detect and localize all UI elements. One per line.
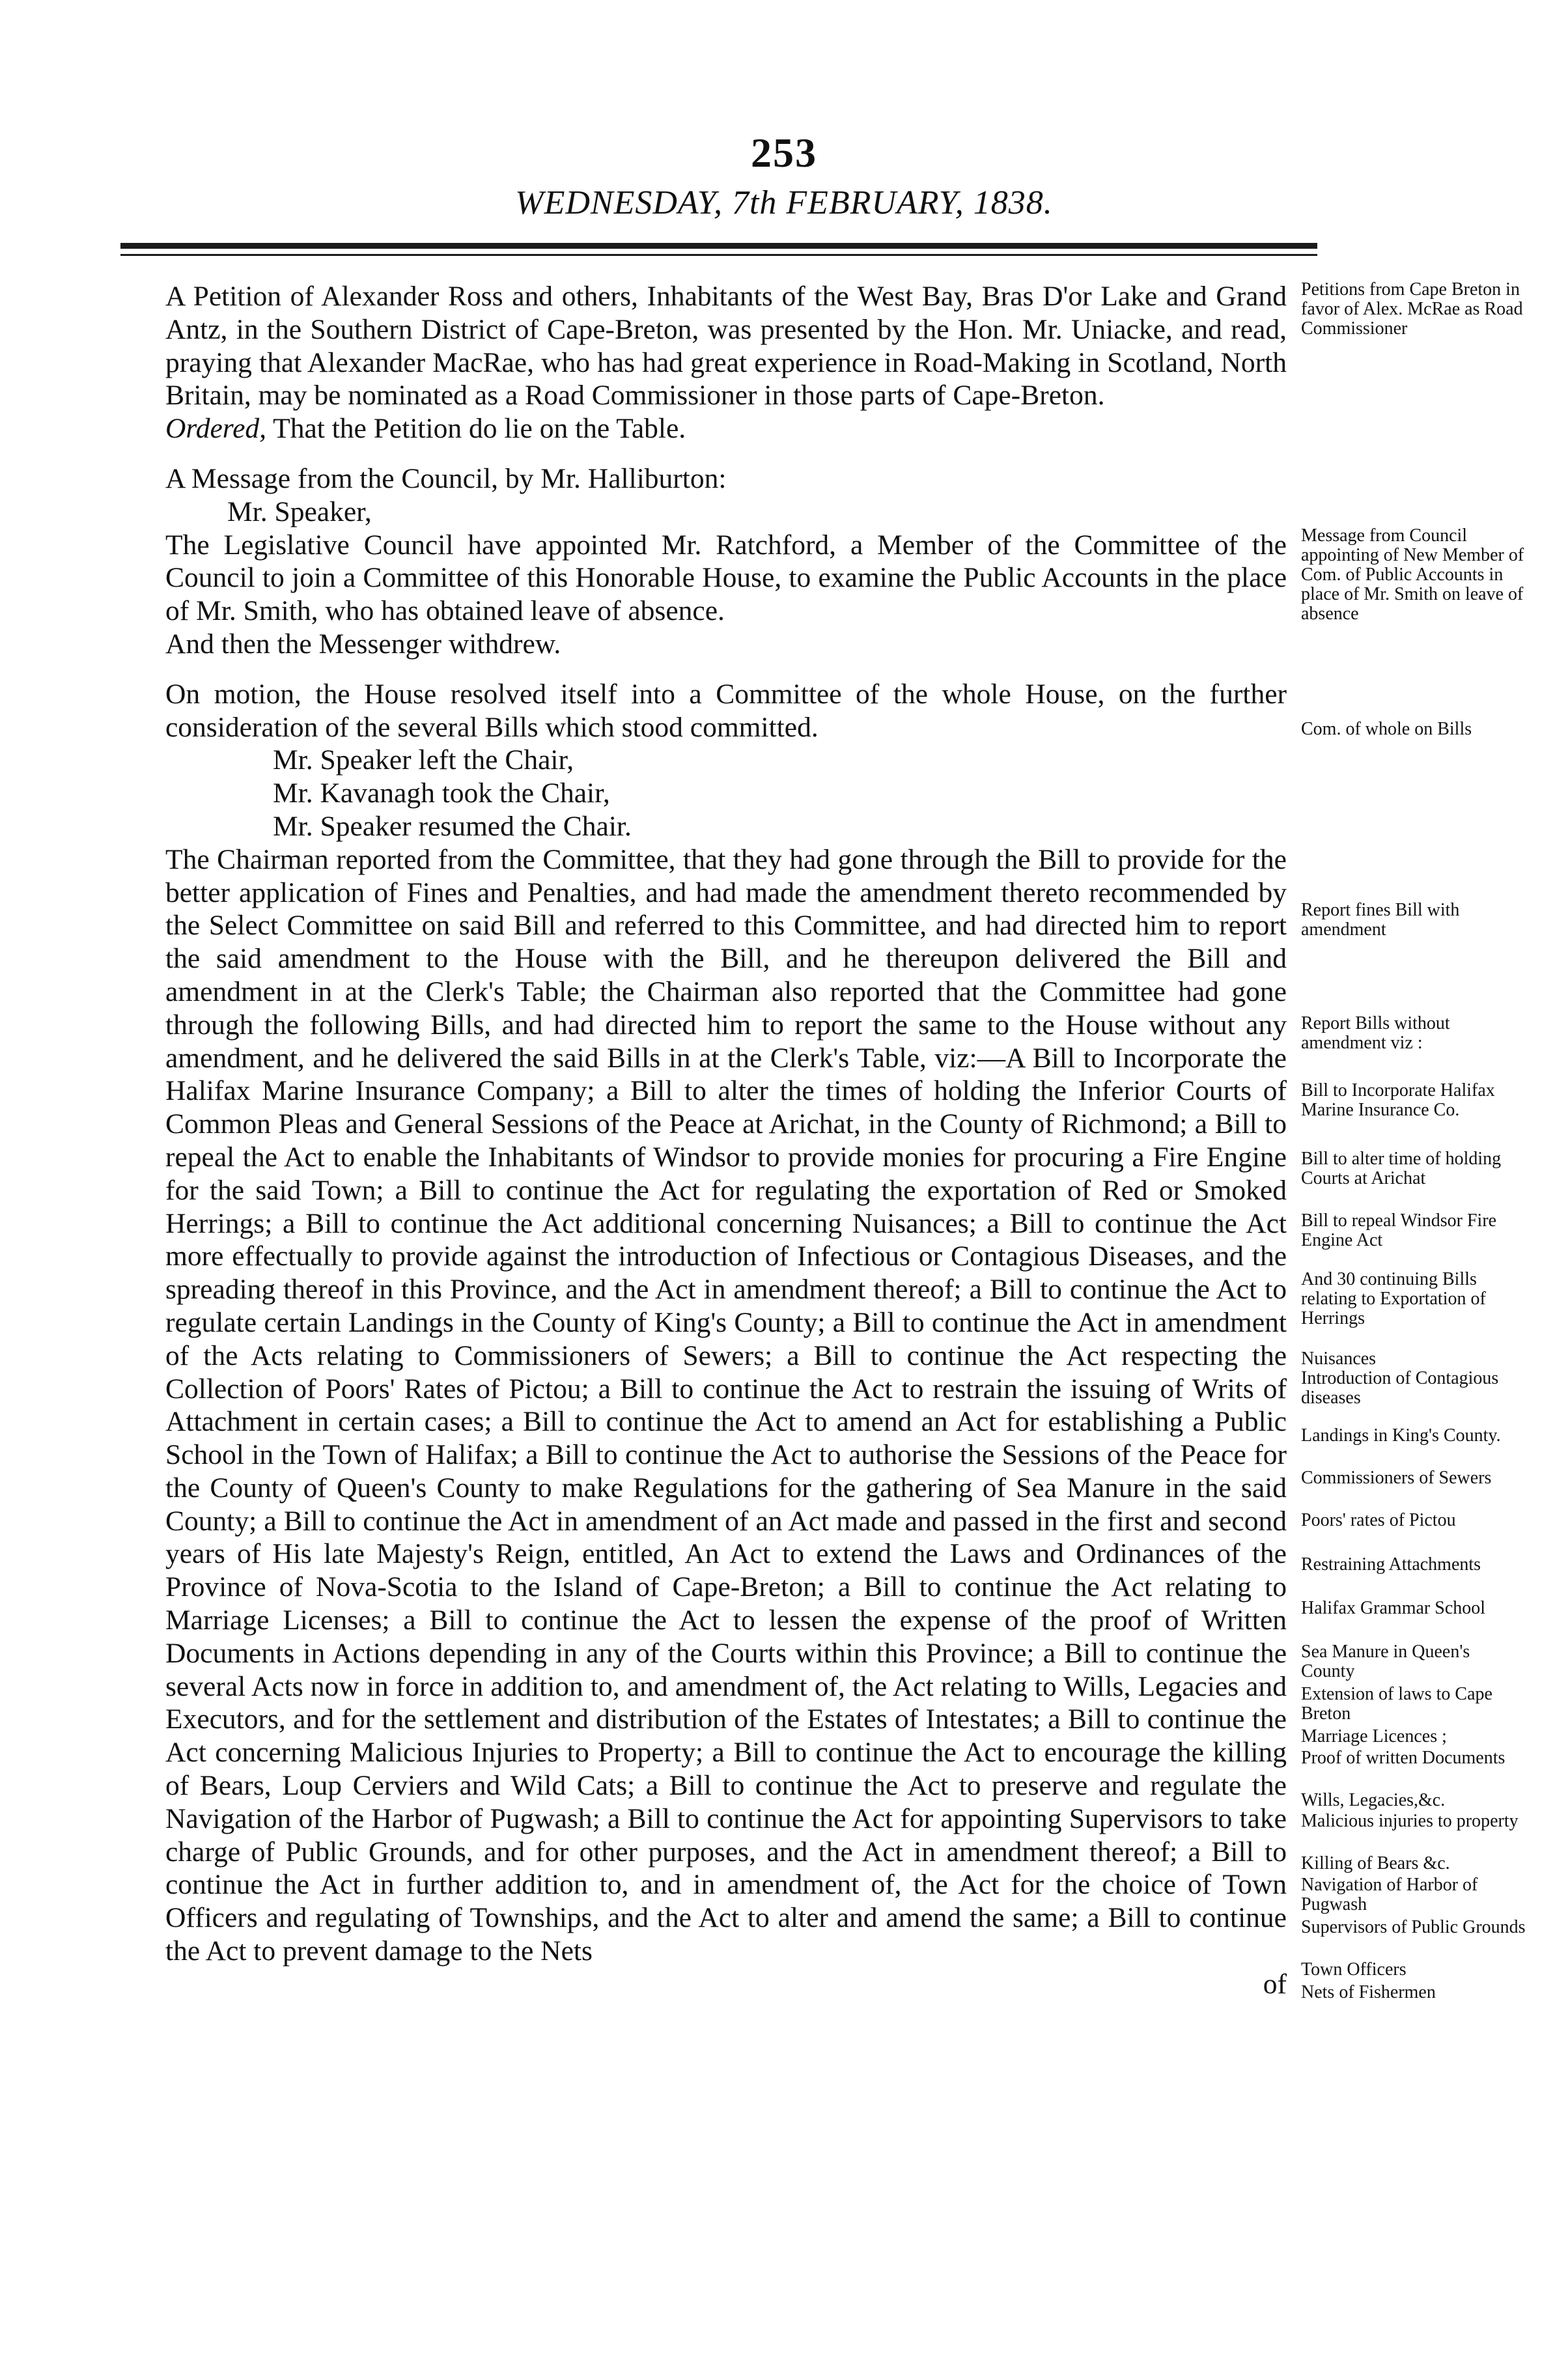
page-number: 253: [751, 130, 817, 176]
margin-note: Killing of Bears &c.: [1301, 1853, 1450, 1873]
margin-note: Extension of laws to Cape Breton: [1301, 1684, 1492, 1724]
margin-note: Introduction of Contagious diseases: [1301, 1368, 1499, 1408]
speaker-left: Mr. Speaker left the Chair,: [273, 744, 574, 776]
margin-note: Navigation of Harbor of Pugwash: [1301, 1875, 1478, 1914]
committee-motion: On motion, the House resolved itself into a Committee of the whole House, on the further consideration of the several Bills which stood committed.: [165, 678, 1287, 743]
margin-note: Bill to alter time of holding Courts at Arichat: [1301, 1149, 1502, 1188]
margin-note: Nets of Fishermen: [1301, 1982, 1436, 2002]
margin-note: Commissioners of Sewers: [1301, 1468, 1492, 1488]
margin-note: Bill to repeal Windsor Fire Engine Act: [1301, 1211, 1497, 1250]
margin-note: Landings in King's County.: [1301, 1425, 1501, 1446]
margin-note: Petitions from Cape Breton in favor of Alex. McRae as Road Commissioner: [1301, 279, 1523, 339]
heading-rule-thin: [120, 254, 1317, 256]
trailing-word: of: [1263, 1968, 1287, 2000]
margin-note: Town Officers: [1301, 1959, 1407, 1980]
margin-note: Poors' rates of Pictou: [1301, 1510, 1456, 1530]
margin-note: And 30 continuing Bills relating to Exportation of Herrings: [1301, 1269, 1486, 1328]
speaker-salutation: Mr. Speaker,: [227, 496, 372, 527]
council-message: The Legislative Council have appointed Mr. Ratchford, a Member of the Committee of the Council to join a Committee of this Honorable House, to examine the Public Accounts in the place of Mr. Smith, who has obtained leave of absence.: [165, 529, 1287, 627]
margin-note: Marriage Licences ;: [1301, 1726, 1447, 1746]
messenger-withdrew: And then the Messenger withdrew.: [165, 628, 561, 660]
heading-rule-thick: [120, 243, 1317, 249]
margin-note: Halifax Grammar School: [1301, 1598, 1486, 1618]
message-intro: A Message from the Council, by Mr. Halliburton:: [165, 462, 727, 494]
speaker-resumed: Mr. Speaker resumed the Chair.: [273, 810, 632, 842]
margin-note: Malicious injuries to property: [1301, 1811, 1519, 1831]
margin-note: Report fines Bill with amendment: [1301, 900, 1460, 940]
margin-note: Report Bills without amendment viz :: [1301, 1013, 1450, 1053]
body-text: [133, 280, 1287, 2001]
margin-note: Nuisances: [1301, 1349, 1377, 1369]
margin-note: Restraining Attachments: [1301, 1554, 1481, 1575]
margin-note: Message from Council appointing of New Member of Com. of Public Accounts in place of Mr. Smith on leave of absence: [1301, 525, 1524, 624]
margin-note: Wills, Legacies,&c.: [1301, 1790, 1446, 1810]
kavanagh-chair: Mr. Kavanagh took the Chair,: [273, 778, 610, 809]
petition-paragraph: A Petition of Alexander Ross and others, Inhabitants of the West Bay, Bras D'or Lake and Grand Antz, in the Southern District of Cape-Breton, was presented by the Hon. Mr. Uniacke, and read, praying that Alexander MacRae, who has had great experience in Road-Making in Scotland, North Britain, may be nominated as a Road Commissioner in those parts of Cape-Breton.: [165, 281, 1287, 412]
chairman-report: The Chairman reported from the Committee, that they had gone through the Bill to provide for the better application of Fines and Penalties, and had made the amendment thereto recommended by the Select Committee on said Bill and referred to this Committee, and had directed him to report the said amendment to the House with the Bill, and he thereupon delivered the Bill and amendment in at the Clerk's Table; the Chairman also reported that the Committee had gone through the following Bills, and had directed him to report the same to the House without any amendment, and he delivered the said Bills in at the Clerk's Table, viz:—A Bill to Incorporate the Halifax Marine Insurance Company; a Bill to alter the times of holding the Inferior Courts of Common Pleas and General Sessions of the Peace at Arichat, in the County of Richmond; a Bill to repeal the Act to enable the Inhabitants of Windsor to provide monies for procuring a Fire Engine for the said Town; a Bill to continue the Act for regulating the exportation of Red or Smoked Herrings; a Bill to continue the Act additional concerning Nuisances; a Bill to continue the Act more effectually to provide against the introduction of Infectious or Contagious Diseases, and the spreading thereof in this Province, and the Act in amendment thereof; a Bill to continue the Act to regulate certain Landings in the County of King's County; a Bill to continue the Act in amendment of the Acts relating to Commissioners of Sewers; a Bill to continue the Act respecting the Collection of Poors' Rates of Pictou; a Bill to continue the Act to restrain the issuing of Writs of Attachment in certain cases; a Bill to continue the Act to amend an Act for establishing a Public School in the Town of Halifax; a Bill to continue the Act to authorise the Sessions of the Peace for the County of Queen's County to make Regulations for the gathering of Sea Manure in the said County; a Bill to continue the Act in amendment of an Act made and passed in the first and second years of His late Majesty's Reign, entitled, An Act to extend the Laws and Ordinances of the Province of Nova-Scotia to the Island of Cape-Breton; a Bill to continue the Act relating to Marriage Licenses; a Bill to continue the Act to lessen the expense of the proof of Written Documents in Actions depending in any of the Courts within this Province; a Bill to continue the several Acts now in force in addition to, and amendment of, the Act relating to Wills, Legacies and Executors, and for the settlement and distribution of the Estates of Intestates; a Bill to continue the Act concerning Malicious Injuries to Property; a Bill to continue the Act to encourage the killing of Bears, Loup Cerviers and Wild Cats; a Bill to continue the Act to preserve and regulate the Navigation of the Harbor of Pugwash; a Bill to continue the Act for appointing Supervisors to take charge of Public Grounds, and for other purposes, and the Act in amendment thereof; a Bill to continue the Act in further addition to, and in amendment of, the Act for the choice of Town Officers and regulating of Townships, and the Act to alter and amend the same; a Bill to continue the Act to prevent damage to the Nets: [165, 843, 1287, 1967]
ordered-word: Ordered,: [165, 413, 267, 445]
margin-note: Com. of whole on Bills: [1301, 719, 1472, 739]
ordered-text: That the Petition do lie on the Table.: [266, 413, 686, 445]
margin-note: Bill to Incorporate Halifax Marine Insurance Co.: [1301, 1080, 1495, 1120]
margin-note: Proof of written Documents: [1301, 1748, 1505, 1768]
ordered-paragraph: [133, 412, 1287, 445]
page-heading: WEDNESDAY, 7th FEBRUARY, 1838.: [515, 184, 1053, 221]
margin-note: Sea Manure in Queen's County: [1301, 1642, 1470, 1681]
margin-note: Supervisors of Public Grounds: [1301, 1917, 1526, 1937]
